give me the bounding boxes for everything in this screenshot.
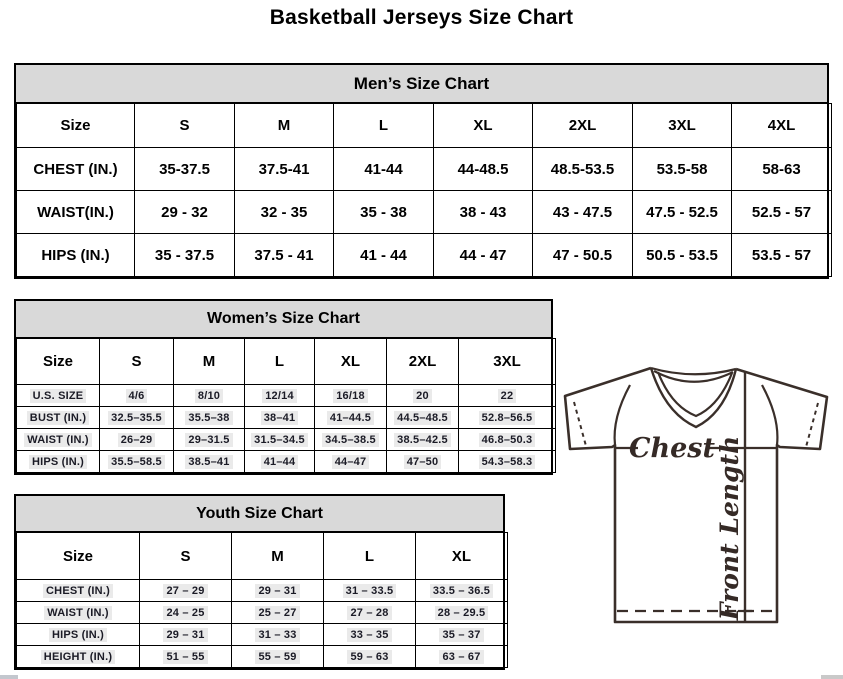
row-label: WAIST(IN.): [17, 191, 135, 234]
collar-back-arc: [651, 368, 736, 374]
column-header: XL: [434, 104, 533, 148]
cell-value: BUST (IN.): [27, 411, 89, 425]
youth-header-row: [17, 533, 508, 580]
front-length-label: Front Length: [715, 435, 744, 621]
table-cell: [232, 602, 324, 624]
right-cuff-stitch: [806, 403, 818, 447]
womens-header-row: [17, 339, 556, 385]
column-header: Size: [17, 339, 100, 385]
table-cell: 44 - 47: [434, 234, 533, 277]
cell-value: 41–44.5: [327, 411, 374, 425]
table-cell: [459, 385, 556, 407]
cell-value: 44–47: [332, 455, 370, 469]
cell-value: 38.5–42.5: [394, 433, 451, 447]
womens-size-chart: [14, 299, 553, 475]
column-header: Size: [17, 533, 140, 580]
column-header: 2XL: [533, 104, 633, 148]
cell-value: 38.5–41: [185, 455, 232, 469]
column-header: L: [334, 104, 434, 148]
table-cell: [100, 429, 174, 451]
table-cell: [140, 602, 232, 624]
chest-label: Chest: [629, 433, 715, 464]
table-cell: [174, 407, 245, 429]
table-cell: 47.5 - 52.5: [633, 191, 732, 234]
table-cell: [245, 385, 315, 407]
cell-value: 29 – 31: [255, 584, 299, 598]
mens-size-chart: [14, 63, 829, 279]
column-header: 3XL: [633, 104, 732, 148]
column-header: S: [100, 339, 174, 385]
table-row: [17, 624, 508, 646]
table-row: [17, 580, 508, 602]
right-sleeve-seam: [762, 385, 777, 445]
row-label: [17, 407, 100, 429]
table-cell: [315, 385, 387, 407]
table-cell: [245, 451, 315, 473]
column-header: XL: [416, 533, 508, 580]
cell-value: 24 – 25: [163, 606, 207, 620]
table-row: [17, 385, 556, 407]
left-cuff-stitch: [574, 402, 586, 446]
cell-value: CHEST (IN.): [43, 584, 113, 598]
table-row: [17, 407, 556, 429]
table-cell: [324, 602, 416, 624]
youth-size-chart: [14, 494, 505, 670]
row-label: HIPS (IN.): [17, 234, 135, 277]
table-cell: [387, 451, 459, 473]
table-cell: 35-37.5: [135, 148, 235, 191]
table-cell: [140, 580, 232, 602]
cell-value: HIPS (IN.): [29, 455, 87, 469]
mens-table: [16, 103, 832, 277]
table-row: [17, 234, 832, 277]
table-cell: [315, 451, 387, 473]
cell-value: 22: [498, 389, 517, 403]
table-cell: [315, 429, 387, 451]
table-cell: 48.5-53.5: [533, 148, 633, 191]
table-cell: 41 - 44: [334, 234, 434, 277]
cell-value: 35 – 37: [439, 628, 483, 642]
cell-value: 16/18: [333, 389, 368, 403]
table-row: [17, 191, 832, 234]
table-cell: 35 - 38: [334, 191, 434, 234]
cell-value: 8/10: [195, 389, 223, 403]
jersey-diagram: [552, 356, 842, 646]
left-sleeve-seam: [615, 385, 630, 445]
table-cell: [324, 624, 416, 646]
column-header: M: [232, 533, 324, 580]
cell-value: 63 – 67: [439, 650, 483, 664]
column-header: XL: [315, 339, 387, 385]
table-cell: 37.5 - 41: [235, 234, 334, 277]
column-header: S: [140, 533, 232, 580]
table-cell: [315, 407, 387, 429]
cell-value: 51 – 55: [163, 650, 207, 664]
table-row: [17, 646, 508, 668]
table-cell: [324, 646, 416, 668]
row-label: [17, 580, 140, 602]
table-cell: 32 - 35: [235, 191, 334, 234]
table-cell: 38 - 43: [434, 191, 533, 234]
cell-value: 29–31.5: [185, 433, 232, 447]
cell-value: WAIST (IN.): [44, 606, 111, 620]
cell-value: 28 – 29.5: [435, 606, 489, 620]
table-cell: 35 - 37.5: [135, 234, 235, 277]
table-cell: [387, 407, 459, 429]
womens-chart-title: Women’s Size Chart: [16, 301, 551, 338]
cell-value: 33.5 – 36.5: [430, 584, 493, 598]
mens-header-row: [17, 104, 832, 148]
table-cell: [245, 429, 315, 451]
cell-value: 52.8–56.5: [479, 411, 536, 425]
table-cell: [100, 385, 174, 407]
table-cell: [100, 451, 174, 473]
row-label: [17, 646, 140, 668]
table-row: [17, 148, 832, 191]
cell-value: 26–29: [118, 433, 156, 447]
table-cell: 52.5 - 57: [732, 191, 832, 234]
row-label: [17, 602, 140, 624]
row-label: [17, 451, 100, 473]
table-cell: 44-48.5: [434, 148, 533, 191]
table-cell: 58-63: [732, 148, 832, 191]
cell-value: 47–50: [404, 455, 442, 469]
table-cell: [387, 429, 459, 451]
cell-value: U.S. SIZE: [30, 389, 87, 403]
cell-value: HIPS (IN.): [49, 628, 107, 642]
cell-value: 34.5–38.5: [322, 433, 379, 447]
cell-value: 38–41: [261, 411, 299, 425]
cell-value: 33 – 35: [347, 628, 391, 642]
table-cell: 50.5 - 53.5: [633, 234, 732, 277]
column-header: L: [324, 533, 416, 580]
table-cell: [232, 624, 324, 646]
column-header: 4XL: [732, 104, 832, 148]
column-header: Size: [17, 104, 135, 148]
table-cell: [416, 624, 508, 646]
table-cell: 41-44: [334, 148, 434, 191]
cell-value: 54.3–58.3: [479, 455, 536, 469]
cell-value: 25 – 27: [255, 606, 299, 620]
cell-value: HEIGHT (IN.): [41, 650, 115, 664]
cell-value: 4/6: [126, 389, 148, 403]
page-title: Basketball Jerseys Size Chart: [269, 6, 574, 29]
table-cell: 43 - 47.5: [533, 191, 633, 234]
table-cell: [232, 646, 324, 668]
cell-value: 46.8–50.3: [479, 433, 536, 447]
table-cell: [416, 602, 508, 624]
table-row: [17, 602, 508, 624]
table-row: [17, 429, 556, 451]
cell-value: 31 – 33.5: [343, 584, 397, 598]
table-cell: 47 - 50.5: [533, 234, 633, 277]
cell-value: 31.5–34.5: [251, 433, 308, 447]
table-cell: 53.5-58: [633, 148, 732, 191]
column-header: S: [135, 104, 235, 148]
table-cell: [387, 385, 459, 407]
table-cell: [100, 407, 174, 429]
cell-value: 27 – 28: [347, 606, 391, 620]
row-label: [17, 429, 100, 451]
table-cell: 37.5-41: [235, 148, 334, 191]
row-label: [17, 624, 140, 646]
table-cell: [416, 646, 508, 668]
cell-value: 31 – 33: [255, 628, 299, 642]
table-cell: [174, 385, 245, 407]
table-cell: [459, 451, 556, 473]
table-cell: [416, 580, 508, 602]
table-cell: [232, 580, 324, 602]
table-cell: 53.5 - 57: [732, 234, 832, 277]
cell-value: 27 – 29: [163, 584, 207, 598]
bottom-right-artifact: [821, 675, 843, 679]
cell-value: 35.5–38: [185, 411, 232, 425]
table-cell: [459, 429, 556, 451]
mens-chart-title: Men’s Size Chart: [16, 65, 827, 103]
row-label: [17, 385, 100, 407]
table-cell: 29 - 32: [135, 191, 235, 234]
cell-value: 59 – 63: [347, 650, 391, 664]
table-cell: [140, 624, 232, 646]
table-cell: [324, 580, 416, 602]
column-header: L: [245, 339, 315, 385]
table-cell: [174, 451, 245, 473]
cell-value: 12/14: [262, 389, 297, 403]
cell-value: 35.5–58.5: [108, 455, 165, 469]
table-cell: [245, 407, 315, 429]
cell-value: 20: [413, 389, 432, 403]
table-cell: [174, 429, 245, 451]
column-header: M: [174, 339, 245, 385]
youth-chart-title: Youth Size Chart: [16, 496, 503, 532]
youth-table: [16, 532, 508, 668]
cell-value: 41–44: [261, 455, 299, 469]
cell-value: 32.5–35.5: [108, 411, 165, 425]
jersey-outline: [565, 368, 827, 622]
cell-value: 44.5–48.5: [394, 411, 451, 425]
table-cell: [459, 407, 556, 429]
column-header: M: [235, 104, 334, 148]
cell-value: WAIST (IN.): [24, 433, 91, 447]
table-cell: [140, 646, 232, 668]
cell-value: 55 – 59: [255, 650, 299, 664]
row-label: CHEST (IN.): [17, 148, 135, 191]
column-header: 2XL: [387, 339, 459, 385]
cell-value: 29 – 31: [163, 628, 207, 642]
table-row: [17, 451, 556, 473]
bottom-left-artifact: [0, 675, 18, 679]
womens-table: [16, 338, 556, 473]
column-header: 3XL: [459, 339, 556, 385]
